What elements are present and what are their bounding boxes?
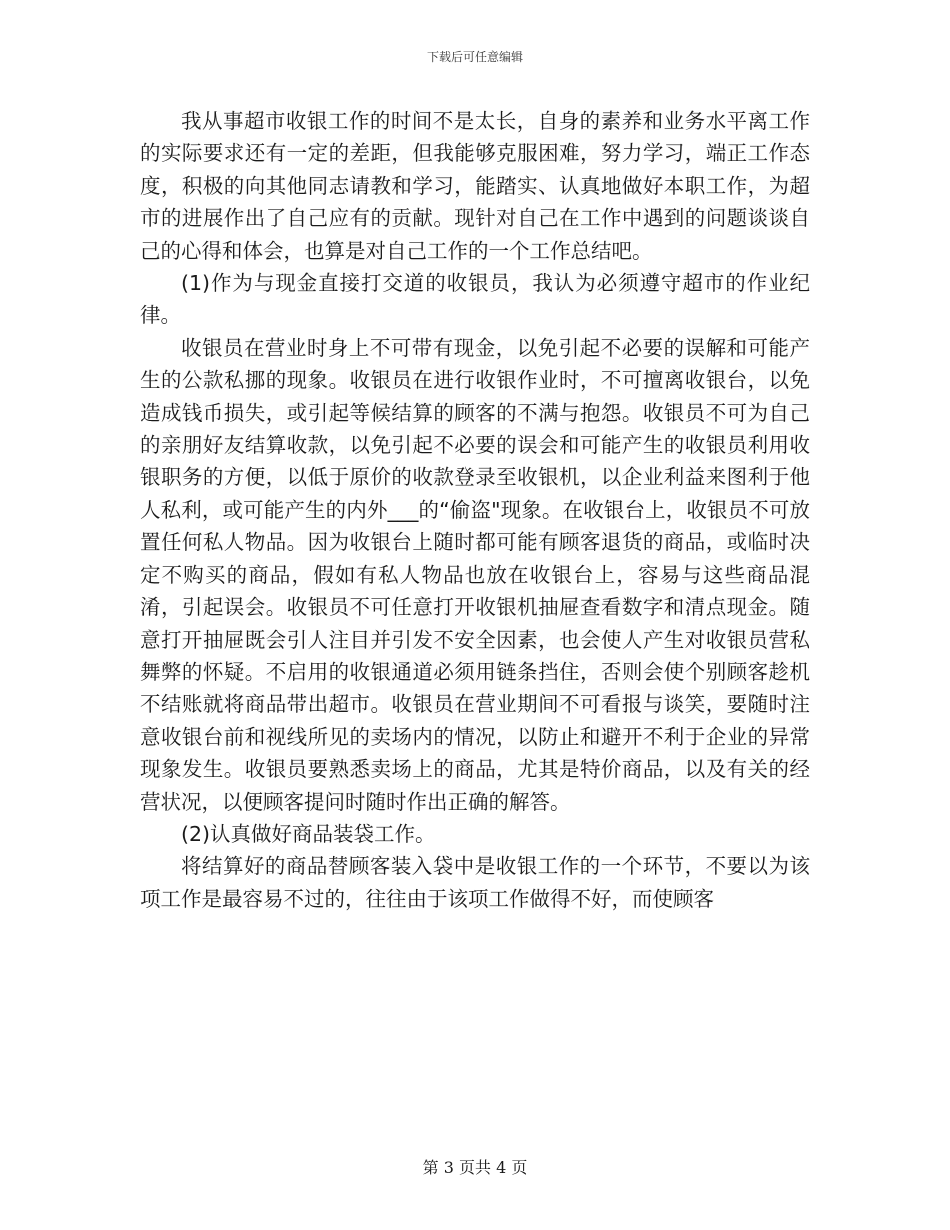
- paragraph-point-1-heading: (1)作为与现金直接打交道的收银员，我认为必须遵守超市的作业纪律。: [140, 271, 810, 328]
- paragraph-point-2-heading: (2)认真做好商品装袋工作。: [181, 821, 436, 846]
- paragraph-point-2-body: 将结算好的商品替顾客装入袋中是收银工作的一个环节，不要以为该项工作是最容易不过的，往往由于该项工作做得不好，而使顾客: [140, 854, 810, 911]
- paragraph-intro: 我从事超市收银工作的时间不是太长，自身的素养和业务水平离工作的实际要求还有一定的差距，但我能够克服困难，努力学习，端正工作态度，积极的向其他同志请教和学习，能踏实、认真地做好本职工作，为超市的进展作出了自己应有的贡献。现针对自己在工作中遇到的问题谈谈自己的心得和体会，也算是对自己工作的一个工作总结吧。: [140, 109, 810, 263]
- document-body: [140, 105, 810, 915]
- page-header: 下载后可任意编辑: [426, 50, 523, 64]
- paragraph-point-1-body: 收银员在营业时身上不可带有现金，以免引起不必要的误解和可能产生的公款私挪的现象。收银员在进行收银作业时，不可擅离收银台，以免造成钱币损失，或引起等候结算的顾客的不满与抱怨。收银员不可为自己的亲朋好友结算收款，以免引起不必要的误会和可能产生的收银员利用收银职务的方便，以低于原价的收款登录至收银机，以企业利益来图利于他人私利，或可能产生的内外___的“偷盗"现象。在收银台上，收银员不可放置任何私人物品。因为收银台上随时都可能有顾客退货的商品，或临时决定不购买的商品，假如有私人物品也放在收银台上，容易与这些商品混淆，引起误会。收银员不可任意打开收银机抽屉查看数字和清点现金。随意打开抽屉既会引人注目并引发不安全因素，也会使人产生对收银员营私舞弊的怀疑。不启用的收银通道必须用链条挡住，否则会使个别顾客趁机不结账就将商品带出超市。收银员在营业期间不可看报与谈笑，要随时注意收银台前和视线所见的卖场内的情况，以防止和避开不利于企业的异常现象发生。收银员要熟悉卖场上的商品，尤其是特价商品，以及有关的经营状况，以便顾客提问时随时作出正确的解答。: [140, 335, 810, 814]
- page-footer: 第 3 页共 4 页: [422, 1158, 528, 1177]
